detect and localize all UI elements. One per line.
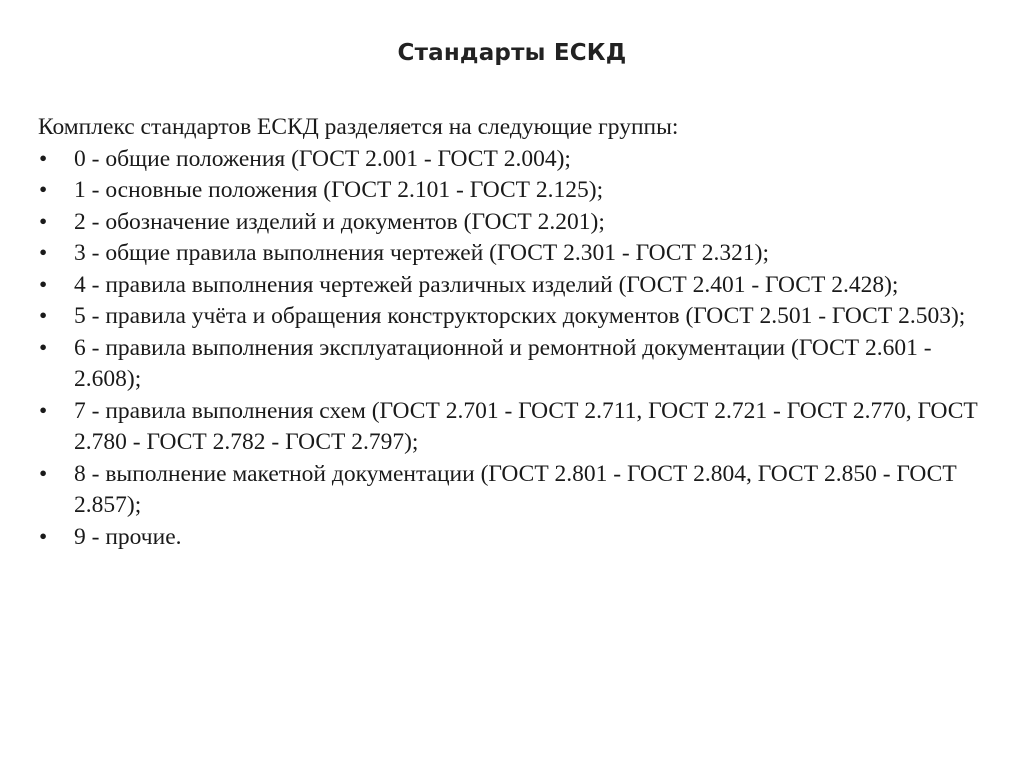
bullet-icon: • — [39, 523, 48, 550]
bullet-icon: • — [39, 208, 48, 235]
list-item-label: 2 - обозначение изделий и документов (ГОСТ 2.201); — [74, 208, 605, 235]
intro-text: Комплекс стандартов ЕСКД разделяется на следующие группы: — [38, 114, 679, 140]
list-item — [38, 459, 998, 522]
slide-content — [38, 112, 998, 553]
bullet-icon: • — [39, 397, 48, 424]
bullet-icon: • — [39, 240, 48, 266]
list-item — [38, 270, 998, 302]
list-item — [38, 144, 998, 176]
bullet-icon: • — [39, 271, 48, 298]
list-item-label: 1 - основные положения (ГОСТ 2.101 - ГОСТ 2.125); — [74, 177, 604, 203]
list-item — [38, 238, 998, 270]
list-item-label: 6 - правила выполнения эксплуатационной и ремонтной документации (ГОСТ 2.601 - 2.608); — [74, 334, 932, 392]
list-item-label: 9 - прочие. — [74, 523, 182, 550]
bullet-icon: • — [39, 460, 48, 487]
list-item — [38, 522, 998, 554]
list-item-label: 4 - правила выполнения чертежей различных изделий (ГОСТ 2.401 - ГОСТ 2.428); — [74, 271, 899, 298]
bullet-icon: • — [39, 303, 48, 329]
list-item-label: 8 - выполнение макетной документации (ГОСТ 2.801 - ГОСТ 2.804, ГОСТ 2.850 - ГОСТ 2.857); — [74, 460, 957, 518]
bullet-icon: • — [39, 145, 48, 172]
standards-groups-list — [38, 144, 998, 554]
list-item — [38, 333, 998, 396]
list-item — [38, 175, 998, 207]
slide-title: Стандарты ЕСКД — [397, 40, 627, 66]
list-item-label: 7 - правила выполнения схем (ГОСТ 2.701 - ГОСТ 2.711, ГОСТ 2.721 - ГОСТ 2.770, ГОСТ 2.780 - ГОСТ 2.782 - ГОСТ 2.797); — [74, 397, 978, 455]
list-item-label: 0 - общие положения (ГОСТ 2.001 - ГОСТ 2.004); — [74, 145, 571, 172]
bullet-icon: • — [39, 334, 48, 361]
list-item — [38, 396, 998, 459]
list-item — [38, 301, 998, 333]
list-item — [38, 207, 998, 239]
list-item-label: 5 - правила учёта и обращения конструкторских документов (ГОСТ 2.501 - ГОСТ 2.503); — [74, 303, 966, 329]
list-item-label: 3 - общие правила выполнения чертежей (ГОСТ 2.301 - ГОСТ 2.321); — [74, 240, 769, 266]
bullet-icon: • — [39, 177, 48, 203]
